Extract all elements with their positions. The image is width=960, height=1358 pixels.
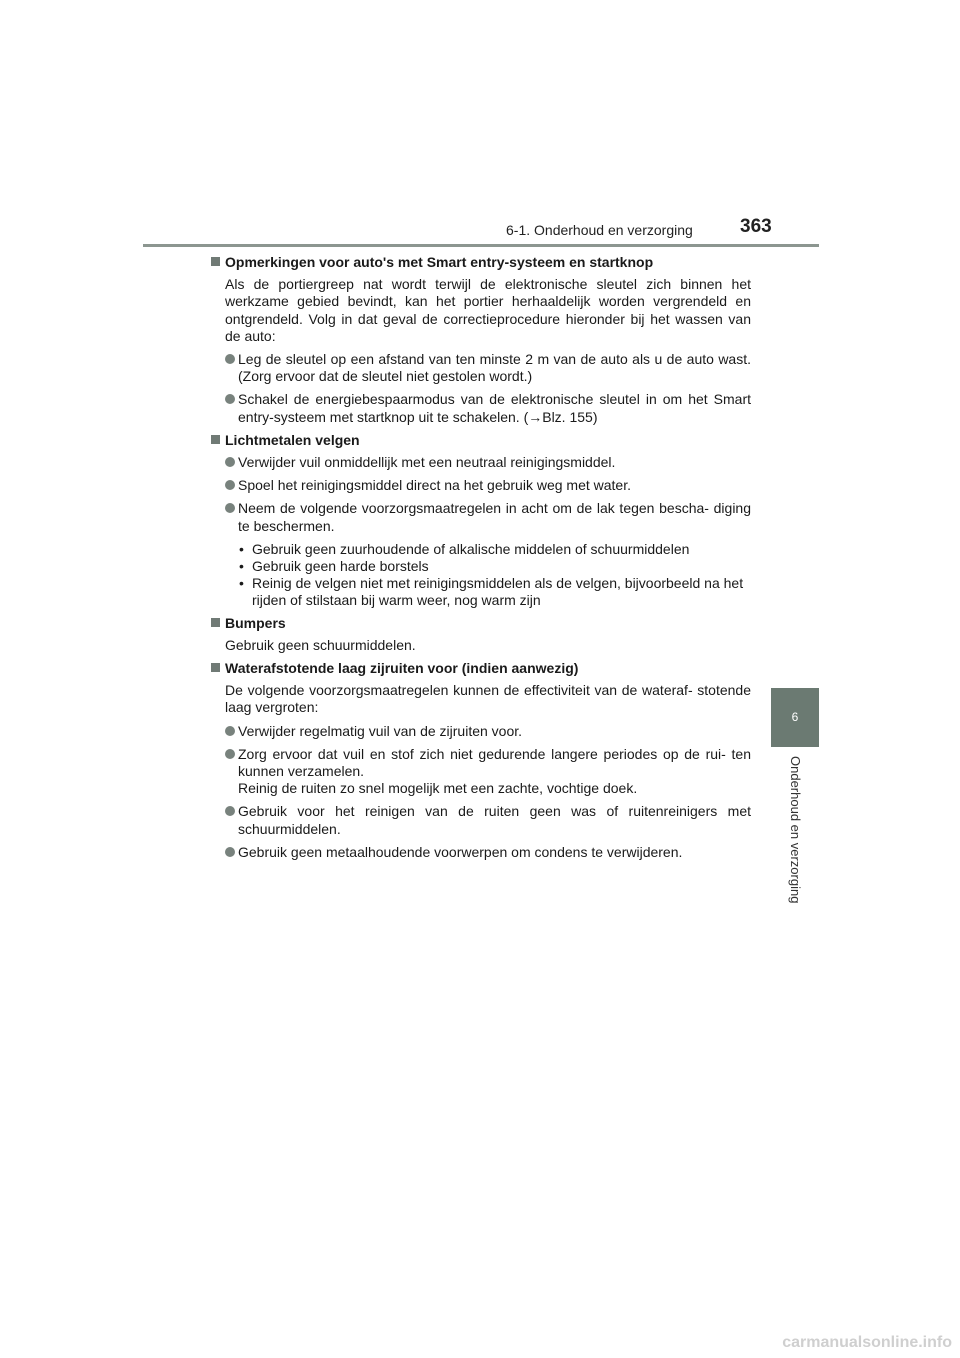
list-item xyxy=(211,477,751,494)
chapter-tab[interactable]: 6 xyxy=(771,688,819,747)
heading-text: Bumpers xyxy=(225,614,286,631)
sub-item-text: Reinig de velgen niet met reinigingsmiddelen als de velgen, bijvoorbeeld na het rijden of stilstaan bij warm weer, nog warm zijn xyxy=(252,575,744,609)
heading-text: Waterafstotende laag zijruiten voor (indien aanwezig) xyxy=(225,660,579,677)
list-item-text: Schakel de energiebespaarmodus van de elektronische sleutel in om het Smart entry-systeem met startknop uit te schakelen. (→Blz. 155) xyxy=(238,391,751,425)
page-number: 363 xyxy=(740,216,772,237)
chapter-label-text: Onderhoud en verzorging xyxy=(788,756,803,904)
square-bullet-icon xyxy=(211,618,220,627)
round-bullet-icon xyxy=(225,354,235,364)
heading-text: Lichtmetalen velgen xyxy=(225,431,360,448)
list-item-extra-text: Reinig de ruiten zo snel mogelijk met een zachte, vochtige doek. xyxy=(238,780,638,797)
list-item xyxy=(211,454,751,471)
square-bullet-icon xyxy=(211,435,220,444)
list-item-text: Verwijder regelmatig vuil van de zijruiten voor. xyxy=(238,722,523,739)
small-dot-icon: • xyxy=(239,540,244,557)
heading-text: Opmerkingen voor auto's met Smart entry-systeem en startknop xyxy=(225,254,654,270)
page-content xyxy=(211,254,751,867)
section-heading xyxy=(211,615,751,632)
list-item xyxy=(211,723,751,740)
round-bullet-icon xyxy=(225,503,235,513)
round-bullet-icon xyxy=(225,480,235,490)
sub-item-text: Gebruik geen zuurhoudende of alkalische middelen of schuurmiddelen xyxy=(252,540,690,557)
sub-list xyxy=(211,541,751,610)
list-item xyxy=(211,803,751,837)
section-heading xyxy=(211,660,751,677)
section-heading xyxy=(211,432,751,449)
list-item-text: Leg de sleutel op een afstand van ten minste 2 m van de auto als u de auto wast. (Zorg ervoor dat de sleutel niet gestolen wordt.) xyxy=(238,351,751,385)
paragraph: De volgende voorzorgsmaatregelen kunnen de effectiviteit van de wateraf- stotende laag vergroten: xyxy=(225,682,751,716)
square-bullet-icon xyxy=(211,257,220,266)
round-bullet-icon xyxy=(225,847,235,857)
header-divider xyxy=(143,244,819,247)
list-item-text: Spoel het reinigingsmiddel direct na het gebruik weg met water. xyxy=(238,477,631,494)
header-section-title: 6-1. Onderhoud en verzorging xyxy=(506,222,693,238)
list-item xyxy=(211,351,751,385)
sub-list-item xyxy=(211,541,751,558)
round-bullet-icon xyxy=(225,749,235,759)
round-bullet-icon xyxy=(225,394,235,404)
list-item xyxy=(211,844,751,861)
sub-list-item xyxy=(211,575,751,609)
square-bullet-icon xyxy=(211,663,220,672)
paragraph: Gebruik geen schuurmiddelen. xyxy=(225,636,416,653)
round-bullet-icon xyxy=(225,457,235,467)
list-item-text: Neem de volgende voorzorgsmaatregelen in acht om de lak tegen bescha- diging te beschermen. xyxy=(238,500,751,534)
paragraph: Als de portiergreep nat wordt terwijl de elektronische sleutel zich binnen het werkzame gebied bevindt, kan het portier herhaaldelijk worden vergrendeld en ontgrendeld. Volg in dat geval de correctieprocedure hieronder bij het wassen van de auto: xyxy=(225,276,751,344)
sub-item-text: Gebruik geen harde borstels xyxy=(252,558,429,575)
list-item-text: Verwijder vuil onmiddellijk met een neutraal reinigingsmiddel. xyxy=(238,454,616,471)
sub-list-item xyxy=(211,558,751,575)
list-item-text: Gebruik geen metaalhoudende voorwerpen om condens te verwijderen. xyxy=(238,843,683,860)
small-dot-icon: • xyxy=(239,575,244,592)
list-item-text: Gebruik voor het reinigen van de ruiten geen was of ruitenreinigers met schuurmiddelen. xyxy=(238,803,751,837)
section-heading xyxy=(211,254,751,271)
round-bullet-icon xyxy=(225,726,235,736)
list-item-text: Zorg ervoor dat vuil en stof zich niet gedurende langere periodes op de rui- ten kunnen verzamelen. xyxy=(238,745,751,780)
watermark: carmanualsonline.info xyxy=(782,1334,952,1351)
round-bullet-icon xyxy=(225,806,235,816)
list-item xyxy=(211,746,751,798)
small-dot-icon: • xyxy=(239,558,244,575)
list-item xyxy=(211,500,751,534)
list-item xyxy=(211,391,751,425)
